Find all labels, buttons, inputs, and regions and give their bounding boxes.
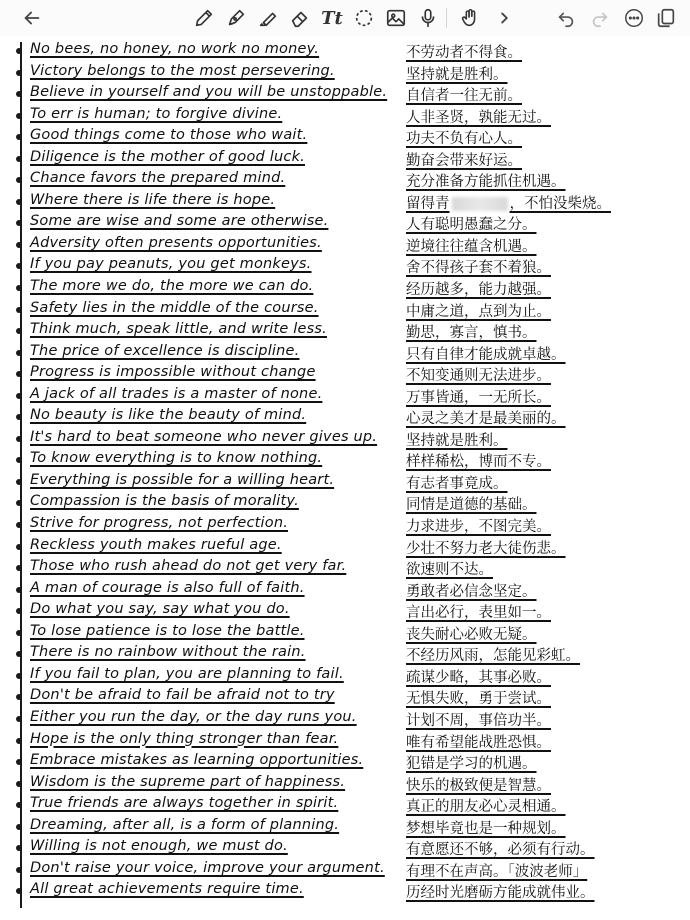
bullet-dot	[16, 824, 22, 830]
proverb-line	[14, 191, 654, 213]
english-proverb: Strive for progress, not perfection.	[30, 515, 289, 532]
bullet-dot	[16, 673, 22, 679]
english-proverb: Victory belongs to the most persevering.	[30, 62, 335, 79]
chinese-text: 不知变通则无法进步。	[406, 368, 551, 385]
bullet-dot	[16, 350, 22, 356]
english-proverb: If you pay peanuts, you get monkeys.	[30, 256, 312, 273]
chinese-translation	[406, 774, 551, 795]
bullet-dot	[16, 177, 22, 183]
proverb-line	[14, 169, 654, 191]
chinese-translation	[406, 84, 522, 105]
chinese-translation	[406, 817, 566, 838]
chinese-text: 无惧失败，勇于尝试。	[406, 691, 551, 708]
chinese-text: 梦想毕竟也是一种规划。	[406, 820, 566, 837]
bullet-dot	[16, 113, 22, 119]
bullet-dot	[16, 694, 22, 700]
chinese-text: 不劳动者不得食。	[406, 45, 522, 61]
proverb-line	[14, 385, 654, 407]
chinese-translation	[406, 256, 551, 277]
proverb-line	[14, 880, 654, 902]
bullet-dot	[16, 134, 22, 140]
proverb-line	[14, 686, 654, 708]
proverb-line	[14, 342, 654, 364]
bullet-dot	[16, 156, 22, 162]
pen-icon[interactable]	[222, 4, 250, 32]
proverb-line	[14, 622, 654, 644]
chinese-translation	[406, 493, 537, 514]
chinese-translation	[406, 795, 566, 816]
bullet-dot	[16, 393, 22, 399]
eraser-icon[interactable]	[286, 4, 314, 32]
chinese-translation	[406, 580, 537, 601]
chinese-translation	[406, 386, 551, 407]
english-proverb: Safety lies in the middle of the course.	[30, 299, 319, 316]
english-proverb: To err is human; to forgive divine.	[30, 105, 283, 122]
proverb-line	[14, 105, 654, 127]
english-proverb: No beauty is like the beauty of mind.	[30, 407, 307, 424]
proverb-line	[14, 148, 654, 170]
chinese-text: 疏谋少略，其事必败。	[406, 669, 551, 686]
chinese-text: 少壮不努力老大徒伤悲。	[406, 540, 566, 557]
english-proverb: Some are wise and some are otherwise.	[30, 213, 329, 230]
proverb-line	[14, 492, 654, 514]
proverb-line	[14, 557, 654, 579]
chinese-translation	[406, 407, 566, 428]
chinese-text: 自信者一往无前。	[406, 88, 522, 105]
english-proverb: Those who rush ahead do not get very far.	[30, 558, 347, 575]
chinese-translation	[406, 106, 551, 127]
proverb-line	[14, 83, 654, 105]
more-icon[interactable]	[620, 4, 648, 32]
bullet-dot	[16, 436, 22, 442]
bullet-dot	[16, 414, 22, 420]
chinese-text: 样样稀松，博而不专。	[406, 454, 551, 471]
chinese-translation	[406, 343, 566, 364]
english-proverb: Wisdom is the supreme part of happiness.	[30, 773, 346, 790]
english-proverb: Progress is impossible without change	[30, 364, 316, 381]
bullet-dot	[16, 457, 22, 463]
toolbar-divider	[446, 8, 447, 28]
bullet-dot	[16, 608, 22, 614]
english-proverb: Willing is not enough, we must do.	[30, 838, 288, 855]
chinese-translation	[406, 364, 551, 385]
chevron-right-icon[interactable]	[490, 4, 518, 32]
chinese-translation	[406, 666, 551, 687]
english-proverb: Do what you say, say what you do.	[30, 601, 290, 618]
proverb-line	[14, 212, 654, 234]
chinese-text: 心灵之美才是最美丽的。	[406, 411, 566, 428]
redo-icon[interactable]	[586, 4, 614, 32]
chinese-translation	[406, 515, 551, 536]
chinese-text: 人非圣贤，孰能无过。	[406, 109, 551, 126]
proverb-line	[14, 773, 654, 795]
chinese-translation	[406, 472, 508, 493]
proverb-line	[14, 579, 654, 601]
chinese-text: 丧失耐心必败无疑。	[406, 626, 537, 643]
bullet-dot	[16, 651, 22, 657]
chinese-text: 快乐的极致便是智慧。	[406, 777, 551, 794]
chinese-translation	[406, 300, 551, 321]
proverb-line	[14, 126, 654, 148]
highlighter-icon[interactable]	[254, 4, 282, 32]
chinese-text: 留得青	[406, 195, 450, 212]
chinese-text: 历经时光磨砺方能成就伟业。	[406, 885, 595, 902]
chinese-text: 充分准备方能抓住机遇。	[406, 174, 566, 191]
bullet-dot	[16, 716, 22, 722]
chinese-text: 功夫不负有心人。	[406, 131, 522, 148]
proverb-line	[14, 859, 654, 881]
chinese-text: 勤奋会带来好运。	[406, 152, 522, 169]
chinese-text: 欲速则不达。	[406, 562, 493, 579]
bullet-dot	[16, 802, 22, 808]
toolbar	[0, 0, 690, 37]
chinese-translation	[406, 170, 566, 191]
english-proverb: Adversity often presents opportunities.	[30, 234, 322, 251]
proverb-line	[14, 816, 654, 838]
english-proverb: The price of excellence is discipline.	[30, 342, 300, 359]
chinese-translation	[406, 41, 522, 62]
chinese-translation	[406, 192, 611, 213]
proverb-line	[14, 536, 654, 558]
proverb-line	[14, 665, 654, 687]
bullet-dot	[16, 867, 22, 873]
english-proverb: Think much, speak little, and write less.	[30, 321, 327, 338]
chinese-translation	[406, 687, 551, 708]
chinese-text: 勤思，寡言，慎书。	[406, 325, 537, 342]
chinese-translation	[406, 537, 566, 558]
hand-icon[interactable]	[456, 4, 484, 32]
proverb-line	[14, 40, 654, 62]
english-proverb: Dreaming, after all, is a form of planning.	[30, 816, 340, 833]
text-tool-label: Tt	[321, 7, 343, 29]
chinese-translation	[406, 235, 537, 256]
bullet-dot	[16, 544, 22, 550]
english-proverb: All great achievements require time.	[30, 881, 304, 898]
english-proverb: Hope is the only thing stronger than fear.	[30, 730, 339, 747]
bullet-dot	[16, 307, 22, 313]
chinese-translation	[406, 860, 587, 881]
english-proverb: True friends are always together in spirit.	[30, 795, 339, 812]
bullet-dot	[16, 587, 22, 593]
proverb-line	[14, 730, 654, 752]
english-proverb: It's hard to beat someone who never gives up.	[30, 428, 378, 445]
bullet-dot	[16, 522, 22, 528]
english-proverb: Don't be afraid to fail be afraid not to try	[30, 687, 335, 704]
english-proverb: Embrace mistakes as learning opportunities.	[30, 752, 364, 769]
english-proverb: If you fail to plan, you are planning to fail.	[30, 665, 344, 682]
bullet-dot	[16, 781, 22, 787]
english-proverb: Chance favors the prepared mind.	[30, 170, 286, 187]
chinese-text: 经历越多，能力越强。	[406, 282, 551, 299]
chinese-text: 同情是道德的基础。	[406, 497, 537, 514]
chinese-text: 言出必行，表里如一。	[406, 605, 551, 622]
chinese-text: 不经历风雨，怎能见彩虹。	[406, 648, 580, 665]
chinese-text: 舍不得孩子套不着狼。	[406, 260, 551, 277]
bullet-dot	[16, 500, 22, 506]
bullet-dot	[16, 888, 22, 894]
microphone-icon[interactable]	[414, 4, 442, 32]
english-proverb: A jack of all trades is a master of none.	[30, 385, 323, 402]
bullet-dot	[16, 630, 22, 636]
proverb-line	[14, 320, 654, 342]
note-page[interactable]	[0, 36, 690, 920]
bullet-dot	[16, 70, 22, 76]
proverb-line	[14, 514, 654, 536]
chinese-translation	[406, 63, 508, 84]
proverb-line	[14, 234, 654, 256]
chinese-translation	[406, 278, 551, 299]
proverb-line	[14, 471, 654, 493]
chinese-text: 坚持就是胜利。	[406, 432, 508, 449]
english-proverb: No bees, no honey, no work no money.	[30, 41, 320, 57]
undo-icon[interactable]	[552, 4, 580, 32]
chinese-text: 犯错是学习的机遇。	[406, 756, 537, 773]
english-proverb: Good things come to those who wait.	[30, 127, 308, 144]
text-tool-icon[interactable]	[318, 4, 346, 32]
english-proverb: Either you run the day, or the day runs you.	[30, 708, 357, 725]
english-proverb: To lose patience is to lose the battle.	[30, 622, 305, 639]
bullet-dot	[16, 371, 22, 377]
chinese-text: 有理不在声高。「波波老师」	[406, 863, 588, 880]
chinese-text: 力求进步，不图完美。	[406, 519, 551, 536]
chinese-translation	[406, 881, 595, 902]
proverb-line	[14, 255, 654, 277]
proverb-line	[14, 708, 654, 730]
chinese-translation	[406, 558, 493, 579]
bullet-dot	[16, 565, 22, 571]
pencil-icon[interactable]	[190, 4, 218, 32]
chinese-translation	[406, 838, 595, 859]
chinese-translation	[406, 601, 551, 622]
chinese-translation	[406, 429, 508, 450]
bullet-dot	[16, 285, 22, 291]
bullet-dot	[16, 328, 22, 334]
proverb-list	[14, 40, 654, 902]
proverb-line	[14, 363, 654, 385]
bullet-dot	[16, 738, 22, 744]
chinese-text: 唯有希望能战胜恐惧。	[406, 734, 551, 751]
chinese-text: 计划不周，事倍功半。	[406, 712, 551, 729]
bullet-dot	[16, 220, 22, 226]
chinese-text: 坚持就是胜利。	[406, 66, 508, 83]
redacted-text	[452, 197, 508, 211]
lasso-icon[interactable]	[350, 4, 378, 32]
chinese-translation	[406, 321, 537, 342]
bullet-dot	[16, 263, 22, 269]
chinese-translation	[406, 127, 522, 148]
chinese-text: 勇敢者必信念坚定。	[406, 583, 537, 600]
bullet-dot	[16, 199, 22, 205]
bullet-dot	[16, 759, 22, 765]
proverb-line	[14, 428, 654, 450]
chinese-translation	[406, 450, 551, 471]
chinese-translation	[406, 709, 551, 730]
chinese-text: 真正的朋友必心灵相通。	[406, 799, 566, 816]
chinese-text: 逆境往往蕴含机遇。	[406, 238, 537, 255]
bullet-dot	[16, 91, 22, 97]
chinese-translation	[406, 644, 580, 665]
proverb-line	[14, 277, 654, 299]
arrow-left-icon[interactable]	[18, 4, 46, 32]
english-proverb: To know everything is to know nothing.	[30, 450, 323, 467]
english-proverb: A man of courage is also full of faith.	[30, 579, 305, 596]
bullet-dot	[16, 242, 22, 248]
proverb-line	[14, 406, 654, 428]
bullet-dot	[16, 845, 22, 851]
proverb-line	[14, 837, 654, 859]
proverb-line	[14, 600, 654, 622]
english-proverb: There is no rainbow without the rain.	[30, 644, 306, 661]
chinese-text: 人有聪明愚蠢之分。	[406, 217, 537, 234]
proverb-line	[14, 449, 654, 471]
english-proverb: Diligence is the mother of good luck.	[30, 148, 305, 165]
chinese-translation	[406, 213, 537, 234]
proverb-line	[14, 643, 654, 665]
pages-icon[interactable]	[652, 4, 680, 32]
image-icon[interactable]	[382, 4, 410, 32]
chinese-translation	[406, 149, 522, 170]
english-proverb: Don't raise your voice, improve your argument.	[30, 859, 385, 876]
chinese-text: 有意愿还不够，必须有行动。	[406, 842, 595, 859]
tool-group	[180, 0, 520, 36]
chinese-translation	[406, 731, 551, 752]
chinese-text: 有志者事竟成。	[406, 475, 508, 492]
english-proverb: Compassion is the basis of morality.	[30, 493, 299, 510]
bullet-dot	[16, 479, 22, 485]
proverb-line	[14, 794, 654, 816]
proverb-line	[14, 299, 654, 321]
english-proverb: Reckless youth makes rueful age.	[30, 536, 282, 553]
chinese-text-continued: ，不怕没柴烧。	[509, 195, 611, 212]
proverb-line	[14, 751, 654, 773]
english-proverb: Where there is life there is hope.	[30, 191, 276, 208]
chinese-translation	[406, 623, 537, 644]
chinese-text: 只有自律才能成就卓越。	[406, 346, 566, 363]
history-group	[548, 0, 688, 36]
chinese-translation	[406, 752, 537, 773]
english-proverb: Everything is possible for a willing heart.	[30, 471, 335, 488]
bullet-dot	[16, 48, 22, 54]
chinese-text: 中庸之道，点到为止。	[406, 303, 551, 320]
english-proverb: Believe in yourself and you will be unstoppable.	[30, 84, 388, 101]
chinese-text: 万事皆通，一无所长。	[406, 389, 551, 406]
proverb-line	[14, 62, 654, 84]
english-proverb: The more we do, the more we can do.	[30, 278, 314, 295]
